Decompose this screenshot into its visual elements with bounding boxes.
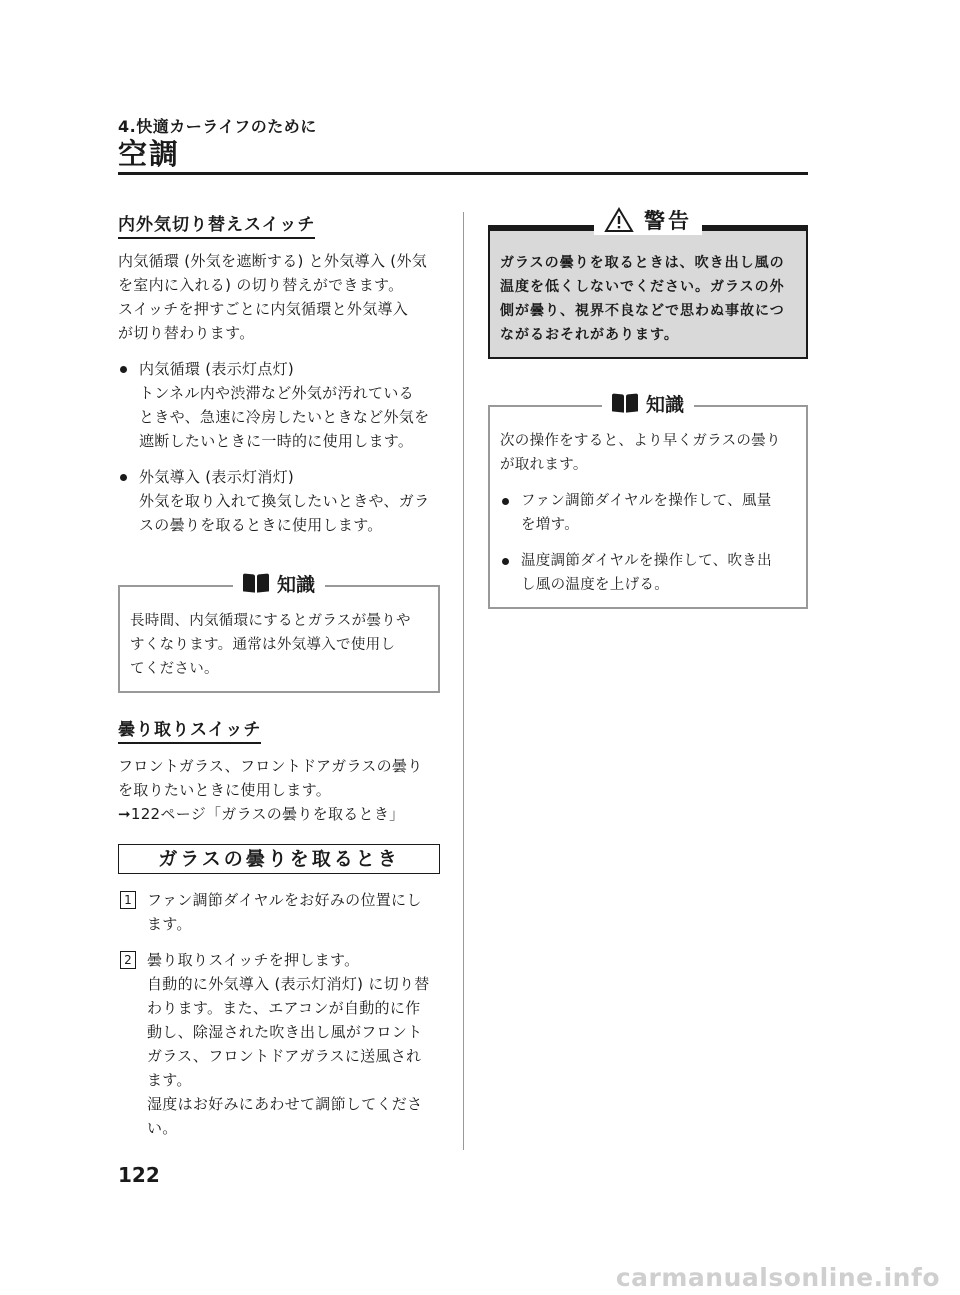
step-line: 曇り取りスイッチを押します。 <box>147 951 360 969</box>
recirc-line: を室内に入れる) の切り替えができます。 <box>118 276 404 294</box>
step-line: ファン調節ダイヤルをお好みの位置にし <box>147 891 422 909</box>
bullet-line: 外気を取り入れて換気したいときや、ガラ <box>139 492 430 510</box>
left-column <box>118 210 440 1140</box>
note-title: 知識 <box>645 394 684 416</box>
note-line: が取れます。 <box>500 457 588 473</box>
step-line: わります。また、エアコンが自動的に作 <box>147 999 421 1017</box>
recirc-section <box>118 210 440 537</box>
note-bullet <box>500 549 796 597</box>
column-divider <box>463 212 464 1150</box>
bullet-line: ときや、急速に冷房したいときなど外気を <box>139 408 430 426</box>
step-line: 湿度はお好みにあわせて調節してくださ <box>147 1095 423 1113</box>
step-list <box>118 888 440 1140</box>
watermark: carmanualsonline.info <box>615 1263 940 1292</box>
page-number: 122 <box>118 1163 160 1187</box>
bullet-line: スの曇りを取るときに使用します。 <box>139 516 383 534</box>
bullet-line: 温度調節ダイヤルを操作して、吹き出 <box>521 553 772 569</box>
step-line: ます。 <box>147 915 192 933</box>
note-line: 長時間、内気循環にするとガラスが曇りや <box>130 613 411 629</box>
step-item <box>118 888 440 936</box>
bullet-label: 外気導入 (表示灯消灯) <box>139 468 295 486</box>
warning-line: 温度を低くしないでください。ガラスの外 <box>500 279 785 295</box>
bullet-line: 遮断したいときに一時的に使用します。 <box>139 432 414 450</box>
step-line: ガラス、フロントドアガラスに送風され <box>147 1047 422 1065</box>
chapter-label: 4.快適カーライフのために <box>118 117 317 136</box>
book-icon <box>243 574 269 594</box>
note-line: すくなります。通常は外気導入で使用し <box>130 637 396 653</box>
step-number: 2 <box>120 951 136 969</box>
note-line: 次の操作をすると、より早くガラスの曇り <box>500 433 781 449</box>
bullet-label: 内気循環 (表示灯点灯) <box>139 360 295 378</box>
warning-line: 側が曇り、視界不良などで思わぬ事故につ <box>500 303 785 319</box>
glass-defog-title-box: ガラスの曇りを取るとき <box>118 844 440 874</box>
step-line: い。 <box>147 1119 178 1137</box>
step-item <box>118 948 440 1140</box>
warning-line: ガラスの曇りを取るときは、吹き出し風の <box>500 255 785 271</box>
bullet-line: ファン調節ダイヤルを操作して、風量 <box>521 493 772 509</box>
warning-box <box>488 209 808 359</box>
step-number: 1 <box>120 891 136 909</box>
defog-section <box>118 715 440 826</box>
note-box-left <box>118 574 440 693</box>
recirc-line: スイッチを押すごとに内気循環と外気導入 <box>118 300 409 318</box>
bullet-recirc <box>118 357 440 453</box>
defog-line: ➞122ページ「ガラスの曇りを取るとき」 <box>118 805 405 823</box>
defog-heading: 曇り取りスイッチ <box>118 715 261 744</box>
bullet-dot <box>120 366 127 373</box>
bullet-fresh <box>118 465 440 537</box>
bullet-line: を増す。 <box>521 517 580 533</box>
right-column <box>488 209 808 609</box>
book-icon <box>612 394 638 414</box>
bullet-line: トンネル内や渋滞など外気が汚れている <box>139 384 414 402</box>
recirc-line: 内気循環 (外気を遮断する) と外気導入 (外気 <box>118 252 428 270</box>
defog-line: フロントガラス、フロントドアガラスの曇り <box>118 757 423 775</box>
warning-title: 警告 <box>644 209 692 233</box>
recirc-line: が切り替わります。 <box>118 324 255 342</box>
step-line: 動し、除湿された吹き出し風がフロント <box>147 1023 423 1041</box>
title-rule <box>118 172 808 175</box>
note-bullet <box>500 489 796 537</box>
step-line: ます。 <box>147 1071 192 1089</box>
note-title: 知識 <box>276 574 315 596</box>
note-box-right <box>488 394 808 609</box>
bullet-dot <box>120 474 127 481</box>
step-line: 自動的に外気導入 (表示灯消灯) に切り替 <box>147 975 430 993</box>
page-title: 空調 <box>118 137 181 171</box>
bullet-dot <box>502 498 509 505</box>
defog-line: を取りたいときに使用します。 <box>118 781 332 799</box>
note-line: てください。 <box>130 661 219 677</box>
warning-line: ながるおそれがあります。 <box>500 327 679 343</box>
bullet-line: し風の温度を上げる。 <box>521 577 669 593</box>
warning-triangle-icon <box>604 207 634 233</box>
recirc-heading: 内外気切り替えスイッチ <box>118 210 315 239</box>
bullet-dot <box>502 558 509 565</box>
